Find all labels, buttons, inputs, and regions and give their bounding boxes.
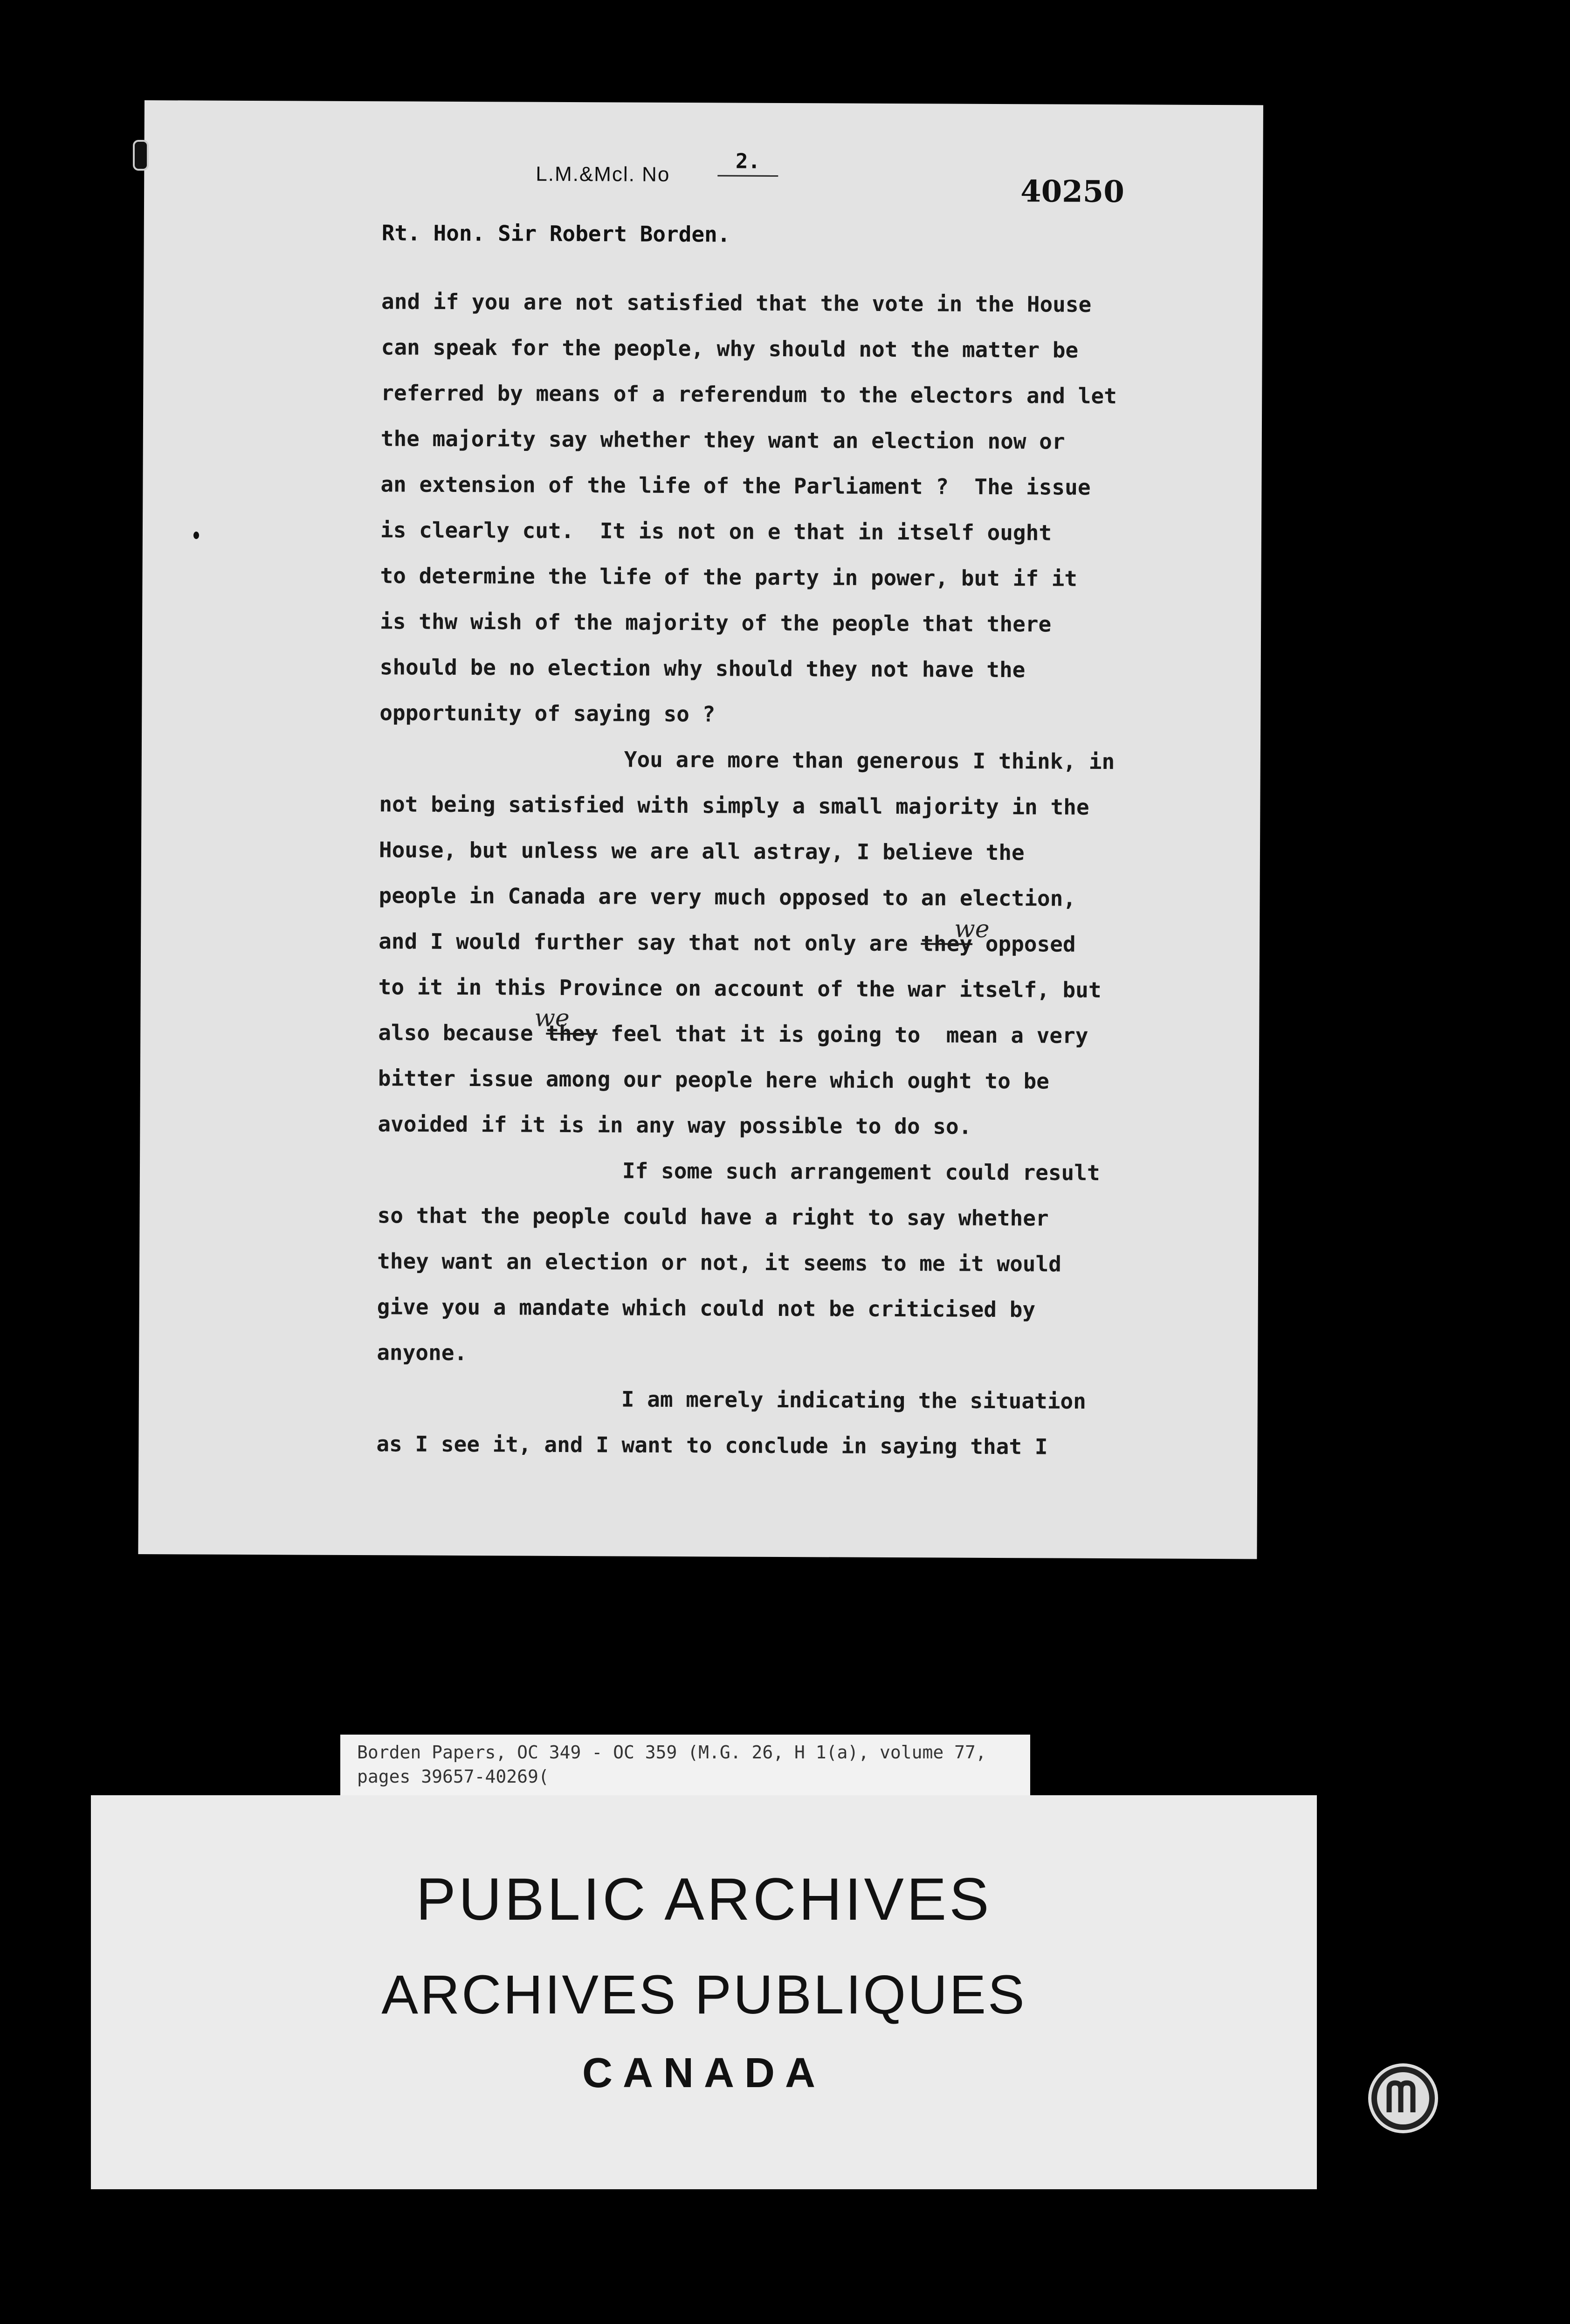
body-line: opportunity of saying so ? — [379, 700, 716, 727]
body-line: not being satisfied with simply a small majority in the — [379, 791, 1089, 820]
archives-title: PUBLIC ARCHIVES — [416, 1866, 992, 1933]
body-line: should be no election why should they not have the — [379, 654, 1026, 683]
body-line: is clearly cut. It is not on e that in itself ought — [380, 517, 1052, 546]
page-number: 2. — [717, 149, 778, 177]
source-line: pages 39657-40269( — [357, 1766, 549, 1787]
body-line: bitter issue among our people here which ought to be — [378, 1065, 1050, 1094]
punch-hole-mark — [133, 140, 149, 171]
body-line: can speak for the people, why should not the matter be — [381, 334, 1079, 363]
handwritten-correction: we — [534, 1004, 570, 1032]
body-line: anyone. — [377, 1340, 468, 1366]
archives-title-french: ARCHIVES PUBLIQUES — [381, 1964, 1026, 2026]
ink-dot — [193, 532, 199, 539]
body-line: If some such arrangement could result — [622, 1158, 1100, 1185]
body-line: they want an election or not, it seems to me it would — [377, 1248, 1062, 1277]
body-line: to it in this Province on account of the war itself, but — [378, 974, 1102, 1003]
archives-card — [91, 1795, 1317, 2189]
source-line: Borden Papers, OC 349 - OC 359 (M.G. 26, H 1(a), volume 77, — [357, 1742, 986, 1763]
body-line: give you a mandate which could not be criticised by — [377, 1294, 1036, 1322]
body-line: House, but unless we are all astray, I believe the — [379, 837, 1025, 865]
header-reference: L.M.&Mcl. No — [536, 162, 670, 186]
addressee-line: Rt. Hon. Sir Robert Borden. — [381, 220, 730, 247]
body-line: and I would further say that not only are they opposed — [379, 928, 1076, 957]
source-citation-label — [340, 1735, 1030, 1798]
body-line: as I see it, and I want to conclude in saying that I — [376, 1431, 1048, 1459]
body-line: so that the people could have a right to say whether — [377, 1203, 1049, 1231]
body-line: and if you are not satisfied that the vote in the House — [381, 289, 1092, 317]
letter-body — [376, 278, 1267, 1470]
archive-seal-icon — [1368, 2063, 1438, 2133]
body-line: avoided if it is in any way possible to do so. — [378, 1111, 972, 1139]
letter-page — [138, 100, 1263, 1559]
body-line: people in Canada are very much opposed to an election, — [379, 883, 1076, 911]
handwritten-correction: we — [954, 915, 990, 943]
body-line: an extension of the life of the Parliament ? The issue — [380, 471, 1091, 500]
struck-word: they — [921, 931, 973, 956]
body-line: to determine the life of the party in power, but if it — [380, 563, 1078, 591]
body-line: is thw wish of the majority of the people that there — [380, 609, 1052, 637]
body-line: You are more than generous I think, in — [624, 747, 1115, 775]
body-line: the majority say whether they want an election now or — [380, 426, 1065, 454]
archives-country: CANADA — [582, 2050, 826, 2096]
document-number: 40250 — [1020, 174, 1124, 210]
body-line: I am merely indicating the situation — [621, 1386, 1086, 1414]
struck-word: they — [546, 1020, 598, 1046]
body-line: referred by means of a referendum to the electors and let — [381, 380, 1117, 409]
body-line: also because they feel that it is going to mean a very — [378, 1020, 1088, 1048]
